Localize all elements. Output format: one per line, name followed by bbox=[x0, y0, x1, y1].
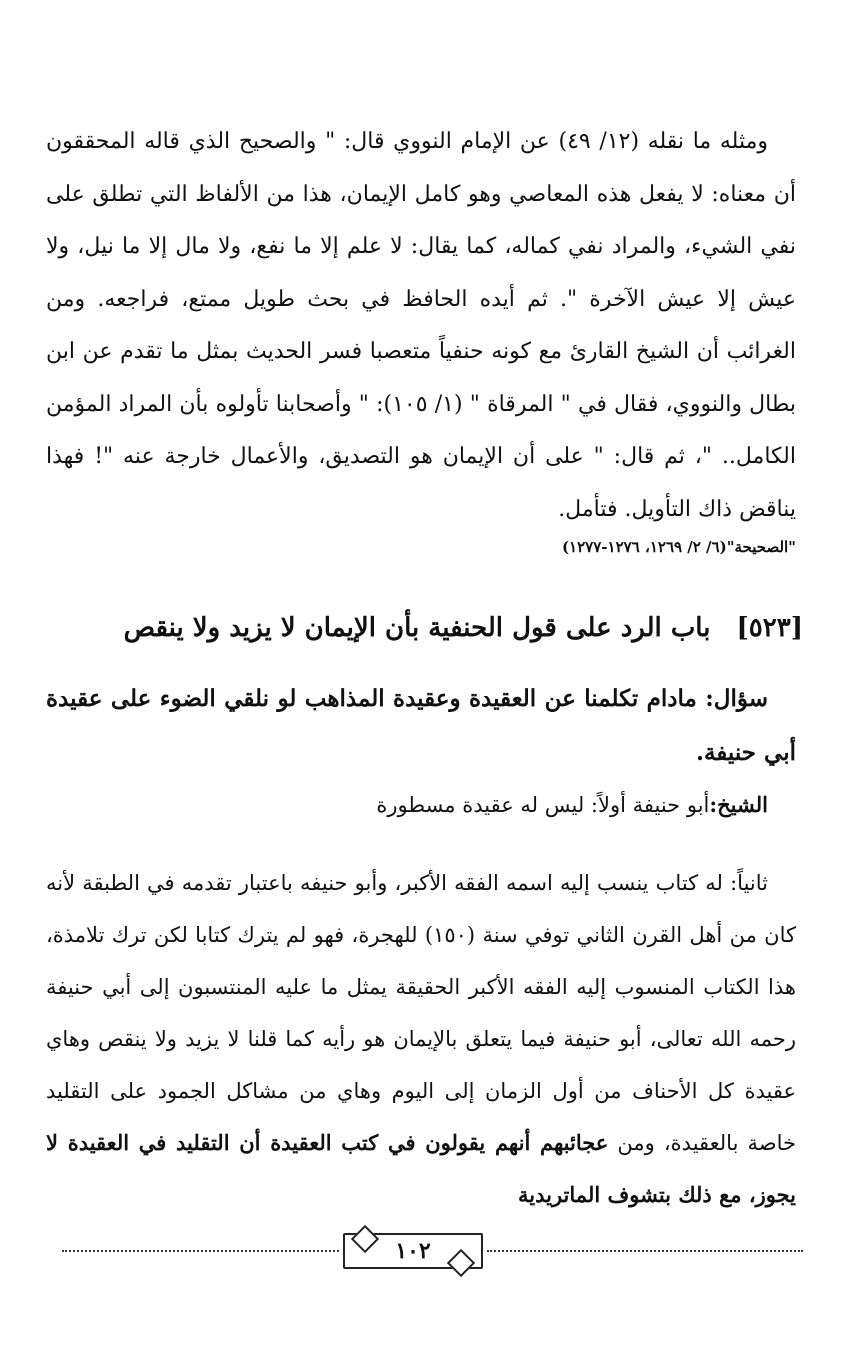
footer-dotted-rule-right bbox=[487, 1250, 803, 1252]
paragraph-2-bold-text: عجائبهم أنهم يقولون في كتب العقيدة أن التقليد في العقيدة لا يجوز، مع ذلك بتشوف الماتريدية bbox=[46, 1130, 796, 1207]
section-number: [٥٢٣] bbox=[736, 613, 803, 643]
question-paragraph bbox=[46, 672, 796, 780]
answer-speaker: الشيخ: bbox=[709, 792, 768, 817]
section-heading bbox=[33, 604, 803, 652]
question-text: سؤال: مادام تكلمنا عن العقيدة وعقيدة المذاهب لو نلقي الضوء على عقيدة أبي حنيفة. bbox=[46, 685, 796, 766]
paragraph-2-text: ثانياً: له كتاب ينسب إليه اسمه الفقه الأكبر، وأبو حنيفه باعتبار تقدمه في الطبقة لأنه كان من أهل القرن الثاني توفي سنة (١٥٠) للهجرة، فهو لم يترك كتابا لكن ترك تلامذة، هذا الكتاب المنسوب إليه الفقه الأكبر الحقيقة يمثل ما عليه المنتسبون إلى أبي حنيفة رحمه الله تعالى، أبو حنيفة فيما يتعلق بالإيمان هو رأيه كما قلنا لا يزيد ولا ينقص وهاي عقيدة كل الأحناف من أول الزمان إلى اليوم وهاي من مشاكل الجمود على التقليد خاصة بالعقيدة، ومن bbox=[46, 871, 796, 1155]
answer-text: أبو حنيفة أولاً: ليس له عقيدة مسطورة bbox=[376, 793, 710, 817]
footer-dotted-rule-left bbox=[62, 1250, 339, 1252]
answer-line bbox=[46, 783, 796, 827]
paragraph-abu-hanifa bbox=[46, 857, 796, 1221]
section-title: باب الرد على قول الحنفية بأن الإيمان لا يزيد ولا ينقص bbox=[123, 613, 711, 643]
page-number-frame bbox=[343, 1233, 483, 1269]
page-number: ١٠٢ bbox=[395, 1238, 431, 1264]
source-citation: "الصحيحة"(٦/ ٢/ ١٢٦٩، ١٢٧٦-١٢٧٧) bbox=[561, 538, 796, 556]
paragraph-1-text: ومثله ما نقله (١٢/ ٤٩) عن الإمام النووي قال: " والصحيح الذي قاله المحققون أن معناه: لا يفعل هذه المعاصي وهو كامل الإيمان، هذا من الألفاظ التي تطلق على نفي الشيء، والمراد نفي كماله، كما يقال: لا علم إلا ما نفع، ولا مال إلا ما نيل، ولا عيش إلا عيش الآخرة ". ثم أيده الحافظ في بحث طويل ممتع، فراجعه. ومن الغرائب أن الشيخ القارئ مع كونه حنفياً متعصبا فسر الحديث بمثل ما تقدم عن ابن بطال والنووي، فقال في " المرقاة " (١/ ١٠٥): " وأصحابنا تأولوه بأن المراد المؤمن الكامل.. "، ثم قال: " على أن الإيمان هو التصديق، والأعمال خارجة عنه "! فهذا يناقض ذاك التأويل. فتأمل. bbox=[46, 129, 796, 522]
paragraph-nawawi-quote bbox=[46, 116, 796, 536]
